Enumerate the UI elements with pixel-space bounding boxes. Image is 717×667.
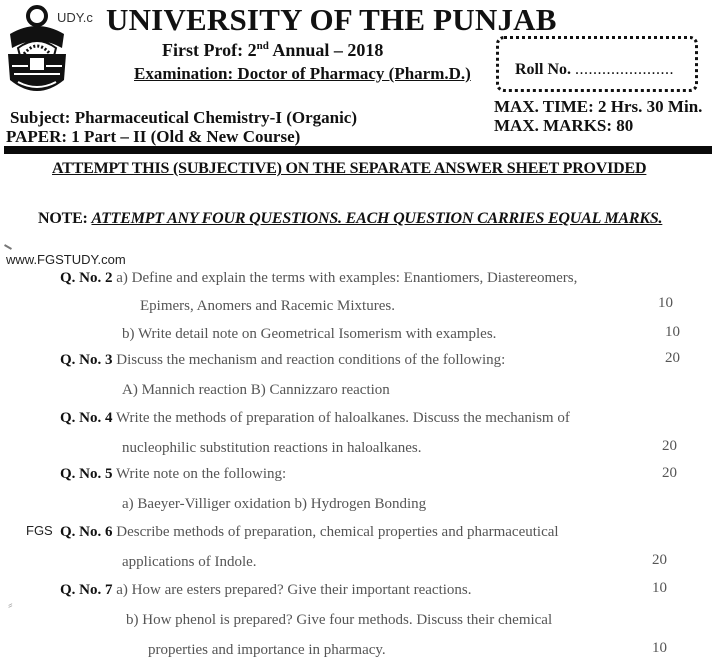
question-text: Write the methods of preparation of haloalkanes. Discuss the mechanism of xyxy=(115,410,570,426)
marks: 20 xyxy=(662,465,677,481)
question-text: Describe methods of preparation, chemical properties and pharmaceutical xyxy=(116,524,559,540)
marks: 20 xyxy=(665,350,680,366)
header-divider xyxy=(4,146,712,154)
university-title: UNIVERSITY OF THE PUNJAB xyxy=(106,2,557,37)
note-text: ATTEMPT ANY FOUR QUESTIONS. EACH QUESTION CARRIES EQUAL MARKS. xyxy=(91,210,663,227)
question-number: Q. No. 3 xyxy=(60,352,113,368)
question-text-cont: nucleophilic substitution reactions in haloalkanes. xyxy=(122,440,422,456)
question-text-part-b: b) Write detail note on Geometrical Isomerism with examples. xyxy=(122,326,497,342)
question-text: a) How are esters prepared? Give their important reactions. xyxy=(116,582,472,598)
subject-line: Subject: Pharmaceutical Chemistry-I (Organic) xyxy=(10,108,358,127)
question-text: a) Define and explain the terms with examples: Enantiomers, Diastereomers, xyxy=(116,270,578,286)
max-marks: MAX. MARKS: 80 xyxy=(494,116,634,135)
question-6 xyxy=(60,524,559,541)
note-instruction xyxy=(38,210,662,228)
roll-number-box xyxy=(496,36,698,92)
watermark-lower: FGS xyxy=(26,523,53,538)
watermark-top: UDY.c xyxy=(57,10,93,25)
question-text-cont: Epimers, Anomers and Racemic Mixtures. xyxy=(140,298,395,314)
exam-type: Examination: Doctor of Pharmacy (Pharm.D.) xyxy=(134,64,471,83)
question-7 xyxy=(60,582,472,599)
question-text-cont: a) Baeyer-Villiger oxidation b) Hydrogen Bonding xyxy=(122,496,427,512)
roll-number-blank: ...................... xyxy=(575,61,674,78)
paper-line: PAPER: 1 Part – II (Old & New Course) xyxy=(6,127,301,146)
question-text-cont: A) Mannich reaction B) Cannizzaro reaction xyxy=(122,382,390,398)
roll-label-text: Roll No. xyxy=(515,61,575,78)
question-2 xyxy=(60,270,577,287)
exam-suffix: Annual – 2018 xyxy=(268,40,384,60)
marks: 10 xyxy=(652,580,667,596)
note-label: NOTE: xyxy=(38,210,92,227)
watermark-middle: www.FGSTUDY.com xyxy=(6,252,126,267)
scan-mark xyxy=(4,244,12,250)
question-number: Q. No. 7 xyxy=(60,582,113,598)
question-text-cont: applications of Indole. xyxy=(122,554,257,570)
marks: 20 xyxy=(662,438,677,454)
question-number: Q. No. 5 xyxy=(60,466,113,482)
question-text-cont: properties and importance in pharmacy. xyxy=(148,642,386,658)
question-5 xyxy=(60,466,286,483)
marks: 20 xyxy=(652,552,667,568)
attempt-instruction: ATTEMPT THIS (SUBJECTIVE) ON THE SEPARATE ANSWER SHEET PROVIDED xyxy=(52,160,647,177)
question-number: Q. No. 6 xyxy=(60,524,113,540)
question-4 xyxy=(60,410,570,427)
question-number: Q. No. 2 xyxy=(60,270,113,286)
scan-smudge: ⸗ xyxy=(8,598,13,613)
exam-session xyxy=(162,40,383,61)
exam-sup: nd xyxy=(256,40,269,52)
marks: 10 xyxy=(665,324,680,340)
roll-number-label xyxy=(515,61,674,79)
question-3 xyxy=(60,352,505,369)
marks: 10 xyxy=(658,295,673,311)
max-time: MAX. TIME: 2 Hrs. 30 Min. xyxy=(494,97,703,116)
marks: 10 xyxy=(652,640,667,656)
exam-prefix: First Prof: 2 xyxy=(162,40,257,60)
question-text: Write note on the following: xyxy=(115,466,287,482)
question-number: Q. No. 4 xyxy=(60,410,113,426)
question-text: Discuss the mechanism and reaction conditions of the following: xyxy=(116,352,506,368)
question-text-part-b: b) How phenol is prepared? Give four methods. Discuss their chemical xyxy=(126,612,553,628)
